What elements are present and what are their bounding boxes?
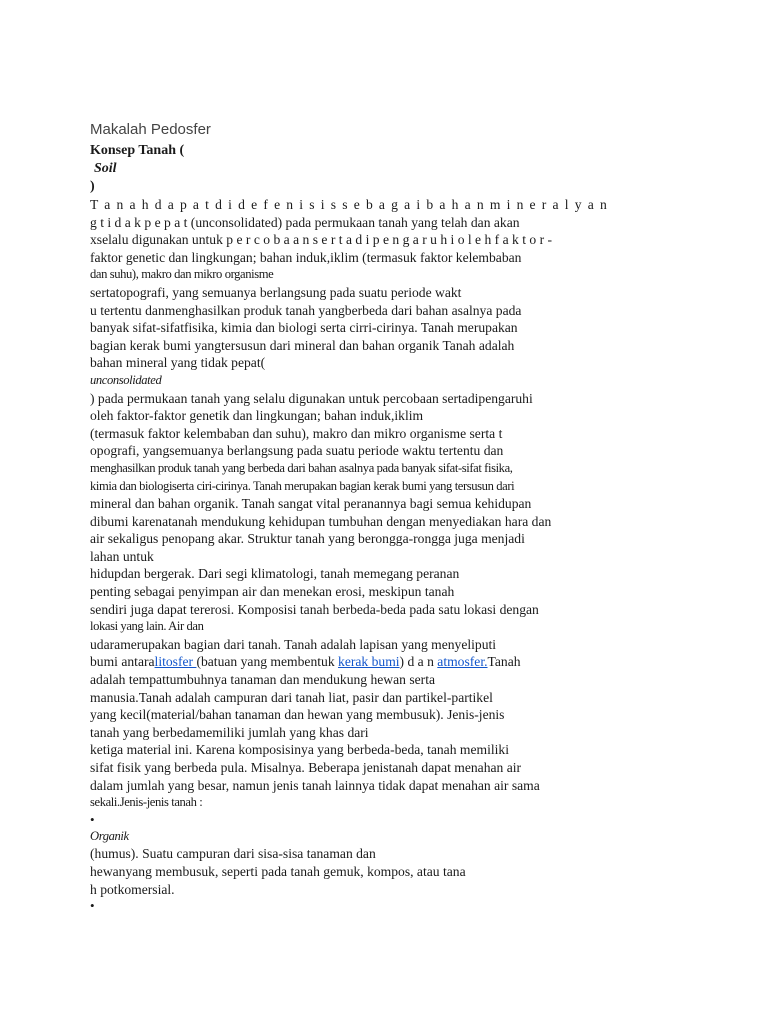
- bullet-marker: •: [90, 898, 95, 914]
- text-line-with-links: [90, 653, 678, 671]
- text-line: sekali.Jenis-jenis tanah :: [90, 795, 203, 810]
- text-line: hewanyang membusuk, seperti pada tanah gemuk, kompos, atau tana: [90, 863, 466, 879]
- document-title: Makalah Pedosfer: [90, 121, 211, 138]
- text-segment: Tanah: [487, 654, 521, 670]
- text-line: menghasilkan produk tanah yang berbeda dari bahan asalnya pada banyak sifat-sifat fisika,: [90, 460, 513, 475]
- text-line: sendiri juga dapat tererosi. Komposisi tanah berbeda-beda pada satu lokasi dengan: [90, 601, 539, 617]
- text-line: T a n a h d a p a t d i d e f e n i s i s s e b a g a i b a h a n m i n e r a l y a n: [90, 197, 609, 212]
- text-line: dibumi karenatanah mendukung kehidupan tumbuhan dengan menyediakan hara dan: [90, 513, 552, 529]
- text-segment: ) d a n: [399, 654, 438, 670]
- link-litosfer[interactable]: litosfer: [154, 654, 197, 670]
- section-heading-soil: Soil: [94, 161, 117, 176]
- italic-term-organik: Organik: [90, 828, 129, 843]
- text-line: dan suhu), makro dan mikro organisme: [90, 267, 274, 282]
- text-line: hidupdan bergerak. Dari segi klimatologi, tanah memegang peranan: [90, 566, 460, 582]
- text-line: g t i d a k p e p a t (unconsolidated) pada permukaan tanah yang telah dan akan: [90, 214, 520, 230]
- link-atmosfer[interactable]: atmosfer.: [437, 654, 488, 670]
- text-line: yang kecil(material/bahan tanaman dan hewan yang membusuk). Jenis-jenis: [90, 707, 505, 723]
- text-line: sifat fisik yang berbeda pula. Misalnya. Beberapa jenistanah dapat menahan air: [90, 760, 522, 775]
- text-line: sertatopografi, yang semuanya berlangsung pada suatu periode wakt: [90, 284, 462, 300]
- text-line: kimia dan biologiserta ciri-cirinya. Tanah merupakan bagian kerak bumi yang tersusun dari: [90, 478, 515, 493]
- text-line: mineral dan bahan organik. Tanah sangat vital peranannya bagi semua kehidupan: [90, 496, 532, 512]
- text-line: (humus). Suatu campuran dari sisa-sisa tanaman dan: [90, 846, 376, 862]
- text-line: manusia.Tanah adalah campuran dari tanah liat, pasir dan partikel-partikel: [90, 689, 493, 705]
- text-line: adalah tempattumbuhnya tanaman dan mendukung hewan serta: [90, 672, 436, 688]
- text-line: tanah yang berbedamemiliki jumlah yang khas dari: [90, 724, 369, 740]
- text-line: banyak sifat-sifatfisika, kimia dan biologi serta cirri-cirinya. Tanah merupakan: [90, 320, 518, 336]
- text-line: lokasi yang lain. Air dan: [90, 619, 204, 634]
- text-line: dalam jumlah yang besar, namun jenis tanah lainnya tidak dapat menahan air sama: [90, 777, 540, 793]
- text-line: ) pada permukaan tanah yang selalu digunakan untuk percobaan sertadipengaruhi: [90, 390, 533, 406]
- section-heading: Konsep Tanah (: [90, 143, 185, 158]
- text-line: xselalu digunakan untuk p e r c o b a a n s e r t a d i p e n g a r u h i o l e h f a k t o r -: [90, 232, 553, 248]
- text-line: (termasuk faktor kelembaban dan suhu), makro dan mikro organisme serta t: [90, 425, 503, 441]
- link-kerak-bumi[interactable]: kerak bumi: [338, 654, 400, 670]
- text-line: lahan untuk: [90, 548, 154, 564]
- text-line: u tertentu danmenghasilkan produk tanah yangberbeda dari bahan asalnya pada: [90, 302, 522, 318]
- text-line: udaramerupakan bagian dari tanah. Tanah adalah lapisan yang menyeliputi: [90, 636, 497, 652]
- text-line: faktor genetic dan lingkungan; bahan induk,iklim (termasuk faktor kelembaban: [90, 249, 522, 265]
- text-line: opografi, yangsemuanya berlangsung pada suatu periode waktu tertentu dan: [90, 443, 504, 459]
- text-line: bagian kerak bumi yangtersusun dari mineral dan bahan organik Tanah adalah: [90, 337, 515, 353]
- text-line: oleh faktor-faktor genetik dan lingkungan; bahan induk,iklim: [90, 408, 424, 424]
- section-heading-close: ): [90, 179, 95, 194]
- text-segment: (batuan yang membentuk: [196, 654, 339, 670]
- text-segment: bumi antara: [90, 654, 155, 670]
- text-line: h potkomersial.: [90, 881, 175, 897]
- italic-term-unconsolidated: unconsolidated: [90, 372, 162, 387]
- text-line: air sekaligus penopang akar. Struktur tanah yang berongga-rongga juga menjadi: [90, 531, 525, 547]
- bullet-marker: •: [90, 811, 95, 827]
- text-line: ketiga material ini. Karena komposisinya yang berbeda-beda, tanah memiliki: [90, 742, 509, 758]
- text-line: bahan mineral yang tidak pepat(: [90, 355, 266, 371]
- text-line: penting sebagai penyimpan air dan menekan erosi, meskipun tanah: [90, 584, 455, 600]
